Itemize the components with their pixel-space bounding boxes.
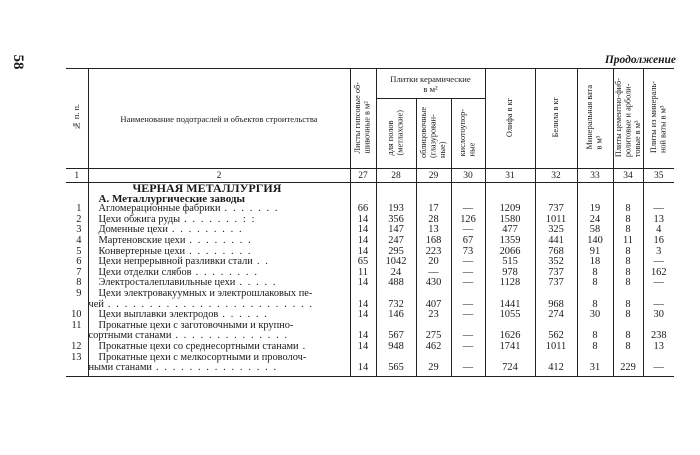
colnum: 29: [416, 169, 451, 183]
row-number: 4: [76, 234, 82, 246]
cell-value: —: [416, 268, 451, 279]
cell-value: 1011: [535, 215, 577, 226]
row-number: 12: [71, 340, 82, 352]
cell-value: 66: [350, 204, 376, 215]
cell-value: 8: [577, 321, 613, 342]
page-number: 58: [10, 54, 26, 70]
cell-value: 325: [535, 225, 577, 236]
header-floor-tiles: для полов (метлахские): [376, 99, 416, 169]
cell-value: 488: [376, 278, 416, 289]
cell-value: 247: [376, 236, 416, 247]
colnum: 2: [88, 169, 350, 183]
cell-value: 565: [376, 353, 416, 377]
cell-value: —: [451, 342, 485, 353]
header-num: № п. п.: [66, 69, 88, 169]
cell-value: 2066: [485, 247, 535, 258]
cell-value: 147: [376, 225, 416, 236]
cell-value: 16: [643, 236, 674, 247]
cell-value: 1055: [485, 310, 535, 321]
cell-value: —: [643, 257, 674, 268]
row-name-text: Электросталеплавильные цехи: [98, 277, 236, 289]
colnum: 27: [350, 169, 376, 183]
cell-value: 162: [643, 268, 674, 279]
row-name-continued: чей: [88, 298, 104, 310]
colnum: 33: [577, 169, 613, 183]
cell-value: 352: [535, 257, 577, 268]
cell-value: 8: [577, 278, 613, 289]
cell-value: 441: [535, 236, 577, 247]
row-number: 5: [76, 245, 82, 257]
cell-value: 14: [350, 310, 376, 321]
section-row: [66, 183, 674, 194]
cell-value: 14: [350, 278, 376, 289]
cell-value: —: [643, 204, 674, 215]
cell-value: 1741: [485, 342, 535, 353]
row-name-text: Доменные цехи: [98, 224, 168, 236]
cell-value: 948: [376, 342, 416, 353]
header-facing-tiles: облицовочные (глазурован- ные): [416, 99, 451, 169]
table-row: [66, 321, 674, 342]
leader-dots: .: [302, 340, 307, 352]
subsection-title: А. Металлургические заводы: [88, 194, 350, 205]
cell-value: 29: [416, 353, 451, 377]
cell-value: 168: [416, 236, 451, 247]
cell-value: 23: [416, 310, 451, 321]
cell-value: 412: [535, 353, 577, 377]
row-name: [88, 321, 350, 342]
cell-value: —: [643, 278, 674, 289]
header-name: Наименование подотраслей и объектов строительства: [88, 69, 350, 169]
cell-value: 8: [613, 278, 643, 289]
cell-value: 968: [535, 289, 577, 310]
cell-value: 8: [613, 215, 643, 226]
cell-value: 562: [535, 321, 577, 342]
cell-value: 14: [350, 353, 376, 377]
cell-value: 8: [613, 225, 643, 236]
cell-value: 14: [350, 342, 376, 353]
cell-value: 1011: [535, 342, 577, 353]
cell-value: 356: [376, 215, 416, 226]
table-row: [66, 289, 674, 310]
leader-dots: . . . . .: [239, 277, 278, 289]
cell-value: 1580: [485, 215, 535, 226]
cell-value: 14: [350, 321, 376, 342]
table-row: [66, 353, 674, 377]
row-name-text: Прокатные цехи со среднесортными станами: [98, 340, 299, 352]
cell-value: 31: [577, 353, 613, 377]
cell-value: 724: [485, 353, 535, 377]
cell-value: 146: [376, 310, 416, 321]
cell-value: —: [451, 289, 485, 310]
cell-value: —: [451, 278, 485, 289]
leader-dots: . . . . . . . .: [189, 245, 253, 257]
row-name-text: Мартеновские цехи: [98, 234, 186, 246]
leader-dots: . .: [256, 256, 270, 268]
header-acid-tiles: кислотоупор- ные: [451, 99, 485, 169]
cell-value: 8: [577, 268, 613, 279]
cell-value: 8: [613, 257, 643, 268]
materials-table: [66, 68, 674, 377]
cell-value: 1128: [485, 278, 535, 289]
cell-value: 1209: [485, 204, 535, 215]
row-number: 6: [76, 256, 82, 268]
cell-value: 14: [350, 225, 376, 236]
section-title: ЧЕРНАЯ МЕТАЛЛУРГИЯ: [88, 183, 350, 194]
row-number: 7: [76, 266, 82, 278]
cell-value: —: [643, 289, 674, 310]
row-number: 10: [71, 309, 82, 321]
cell-value: 407: [416, 289, 451, 310]
header-cement-fibrolite: Плиты цементно-фиб- ролитовые и арболи- товые в м³: [613, 69, 643, 169]
cell-value: 223: [416, 247, 451, 258]
cell-value: 462: [416, 342, 451, 353]
cell-value: —: [643, 353, 674, 377]
cell-value: 65: [350, 257, 376, 268]
cell-value: —: [451, 204, 485, 215]
cell-value: —: [451, 353, 485, 377]
cell-value: 768: [535, 247, 577, 258]
leader-dots: . . . . . . . . . . . . . .: [175, 330, 289, 342]
cell-value: 67: [451, 236, 485, 247]
row-number: 1: [76, 203, 82, 215]
cell-value: 4: [643, 225, 674, 236]
row-name-continued: сортными станами: [88, 330, 172, 342]
cell-value: 295: [376, 247, 416, 258]
cell-value: 8: [577, 289, 613, 310]
cell-value: 430: [416, 278, 451, 289]
cell-value: —: [451, 321, 485, 342]
cell-value: 229: [613, 353, 643, 377]
cell-value: 274: [535, 310, 577, 321]
cell-value: 91: [577, 247, 613, 258]
header-mineral-wool-plates: Плиты из минераль- ной ваты в м³: [643, 69, 674, 169]
row-name-text: Цехи электровакуумных и электрошлаковых пе-: [98, 287, 313, 299]
header-ceramic-tiles: Плитки керамические в м²: [376, 69, 485, 99]
leader-dots: . . . . . . .: [224, 203, 280, 215]
leader-dots: . . . . . . . .: [195, 266, 259, 278]
header-drying-oil: Олифа в кг: [485, 69, 535, 169]
cell-value: 19: [577, 204, 613, 215]
row-name-text: Прокатные цехи с мелкосортными и проволоч-: [98, 351, 307, 363]
leader-dots: . . . . . . . . . . . . . . . . . . . . . . . . .: [107, 298, 314, 310]
cell-value: 8: [613, 204, 643, 215]
cell-value: 193: [376, 204, 416, 215]
cell-value: 13: [416, 225, 451, 236]
row-name-text: Цехи обжига руды: [98, 213, 181, 225]
cell-value: 737: [535, 268, 577, 279]
cell-value: 978: [485, 268, 535, 279]
cell-value: 24: [577, 215, 613, 226]
cell-value: 8: [613, 247, 643, 258]
cell-value: —: [451, 257, 485, 268]
row-name-text: Агломерационные фабрики: [98, 203, 221, 215]
cell-value: 24: [376, 268, 416, 279]
cell-value: 8: [613, 289, 643, 310]
leader-dots: . . . . . . . .: [189, 234, 253, 246]
cell-value: 14: [350, 215, 376, 226]
cell-value: 14: [350, 289, 376, 310]
row-name-text: Цехи непрерывной разливки стали: [98, 256, 253, 268]
header-mineral-wool: Минеральная вата в м³: [577, 69, 613, 169]
row-number: 13: [66, 353, 88, 377]
cell-value: 275: [416, 321, 451, 342]
cell-value: 11: [350, 268, 376, 279]
cell-value: 28: [416, 215, 451, 226]
cell-value: 8: [613, 342, 643, 353]
cell-value: 3: [643, 247, 674, 258]
cell-value: 30: [643, 310, 674, 321]
cell-value: —: [451, 225, 485, 236]
header-row-top: [66, 69, 674, 99]
cell-value: 58: [577, 225, 613, 236]
cell-value: 13: [643, 215, 674, 226]
cell-value: 737: [535, 204, 577, 215]
colnum: 1: [66, 169, 88, 183]
row-number: 9: [76, 287, 82, 299]
cell-value: 13: [643, 342, 674, 353]
cell-value: 8: [613, 268, 643, 279]
cell-value: 73: [451, 247, 485, 258]
cell-value: —: [451, 310, 485, 321]
cell-value: 30: [577, 310, 613, 321]
leader-dots: . . . . . . . . . . . . . . .: [155, 362, 278, 374]
colnum: 30: [451, 169, 485, 183]
cell-value: 14: [350, 247, 376, 258]
row-name-text: Конвертерные цехи: [98, 245, 186, 257]
cell-value: 732: [376, 289, 416, 310]
cell-value: 140: [577, 236, 613, 247]
cell-value: 515: [485, 257, 535, 268]
colnum: 28: [376, 169, 416, 183]
cell-value: 238: [643, 321, 674, 342]
leader-dots: . . . . . . . . .: [171, 224, 244, 236]
row-number: 2: [76, 213, 82, 225]
cell-value: 8: [613, 321, 643, 342]
row-name-continued: ными станами: [88, 362, 152, 374]
cell-value: 126: [451, 215, 485, 226]
cell-value: 17: [416, 204, 451, 215]
cell-value: 18: [577, 257, 613, 268]
cell-value: 11: [613, 236, 643, 247]
cell-value: 1042: [376, 257, 416, 268]
colnum: 32: [535, 169, 577, 183]
colnum: 31: [485, 169, 535, 183]
cell-value: 8: [577, 342, 613, 353]
leader-dots: . . . . . .: [222, 309, 269, 321]
row-name: [88, 353, 350, 377]
row-number: 11: [71, 319, 82, 331]
cell-value: 1359: [485, 236, 535, 247]
header-gypsum-sheets: Листы гипсовые об- шивочные в м²: [350, 69, 376, 169]
cell-value: 8: [613, 310, 643, 321]
cell-value: 14: [350, 236, 376, 247]
colnum: 34: [613, 169, 643, 183]
row-name-text: Цехи выплавки электродов: [98, 309, 219, 321]
row-number: 8: [76, 277, 82, 289]
cell-value: —: [451, 268, 485, 279]
cell-value: 477: [485, 225, 535, 236]
colnum: 35: [643, 169, 674, 183]
cell-value: 1441: [485, 289, 535, 310]
leader-dots: . . . . . . . : :: [184, 213, 257, 225]
cell-value: 1626: [485, 321, 535, 342]
cell-value: 567: [376, 321, 416, 342]
row-name: [88, 289, 350, 310]
cell-value: 737: [535, 278, 577, 289]
header-whitewash: Белила в кг: [535, 69, 577, 169]
cell-value: 20: [416, 257, 451, 268]
continuation-label: Продолжение: [604, 54, 676, 66]
row-number: 3: [76, 224, 82, 236]
row-name-text: Цехи отделки слябов: [98, 266, 192, 278]
row-name-text: Прокатные цехи с заготовочными и крупно-: [98, 319, 294, 331]
